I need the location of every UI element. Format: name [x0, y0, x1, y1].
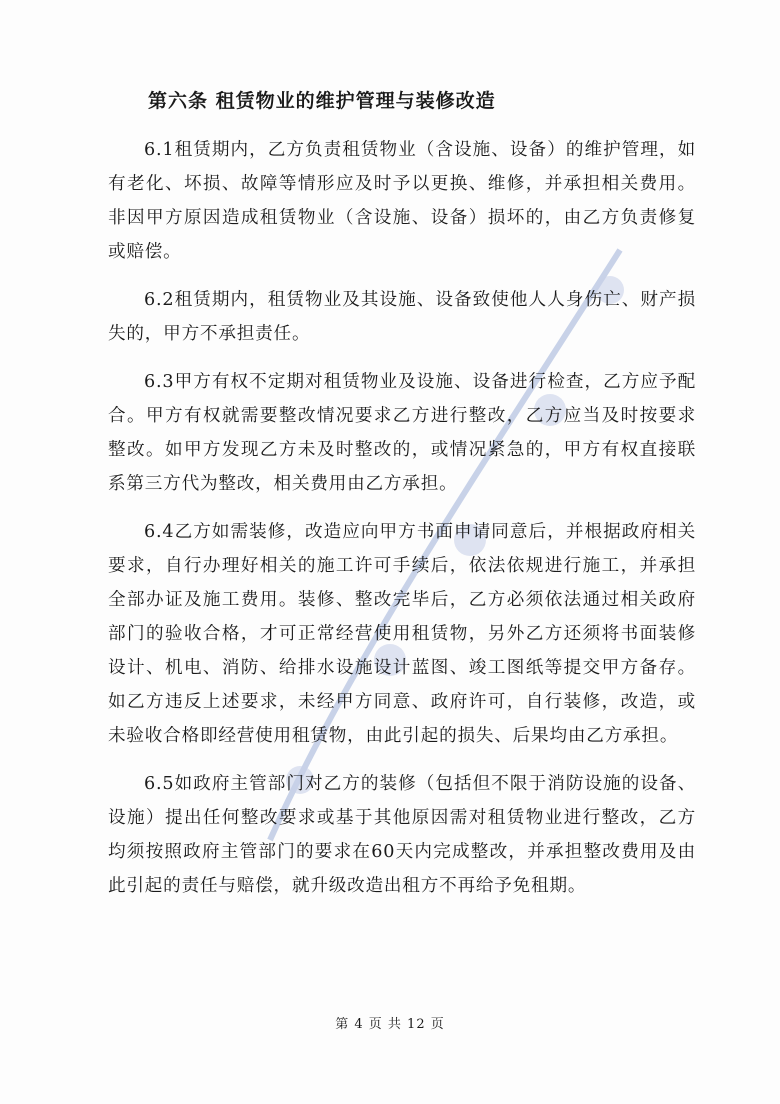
section-heading: 第六条 租赁物业的维护管理与装修改造 — [148, 90, 496, 112]
clause-6-1: 6.1租赁期内，乙方负责租赁物业（含设施、设备）的维护管理，如有老化、坏损、故障等情形应及时予以更换、维修，并承担相关费用。非因甲方原因造成租赁物业（含设施、设备）损坏的，由乙方负责修复或赔偿。 — [108, 140, 696, 262]
page-number-footer: 第 4 页 共 12 页 — [335, 1017, 445, 1032]
clause-6-5: 6.5如政府主管部门对乙方的装修（包括但不限于消防设施的设备、设施）提出任何整改要求或基于其他原因需对租赁物业进行整改，乙方均须按照政府主管部门的要求在60天内完成整改，并承担整改费用及由此引起的责任与赔偿，就升级改造出租方不再给予免租期。 — [108, 774, 696, 896]
clause-6-3: 6.3甲方有权不定期对租赁物业及设施、设备进行检查，乙方应予配合。甲方有权就需要整改情况要求乙方进行整改，乙方应当及时按要求整改。如甲方发现乙方未及时整改的，或情况紧急的，甲方有权直接联系第三方代为整改，相关费用由乙方承担。 — [108, 372, 696, 494]
document-body — [108, 133, 696, 917]
clause-6-4: 6.4乙方如需装修，改造应向甲方书面申请同意后，并根据政府相关要求，自行办理好相关的施工许可手续后，依法依规进行施工，并承担全部办证及施工费用。装修、整改完毕后，乙方必须依法通过相关政府部门的验收合格，才可正常经营使用租赁物，另外乙方还须将书面装修设计、机电、消防、给排水设施设计蓝图、竣工图纸等提交甲方备存。如乙方违反上述要求，未经甲方同意、政府许可，自行装修，改造，或未验收合格即经营使用租赁物，由此引起的损失、后果均由乙方承担。 — [108, 522, 696, 746]
clause-6-2: 6.2租赁期内，租赁物业及其设施、设备致使他人人身伤亡、财产损失的，甲方不承担责任。 — [108, 290, 696, 344]
